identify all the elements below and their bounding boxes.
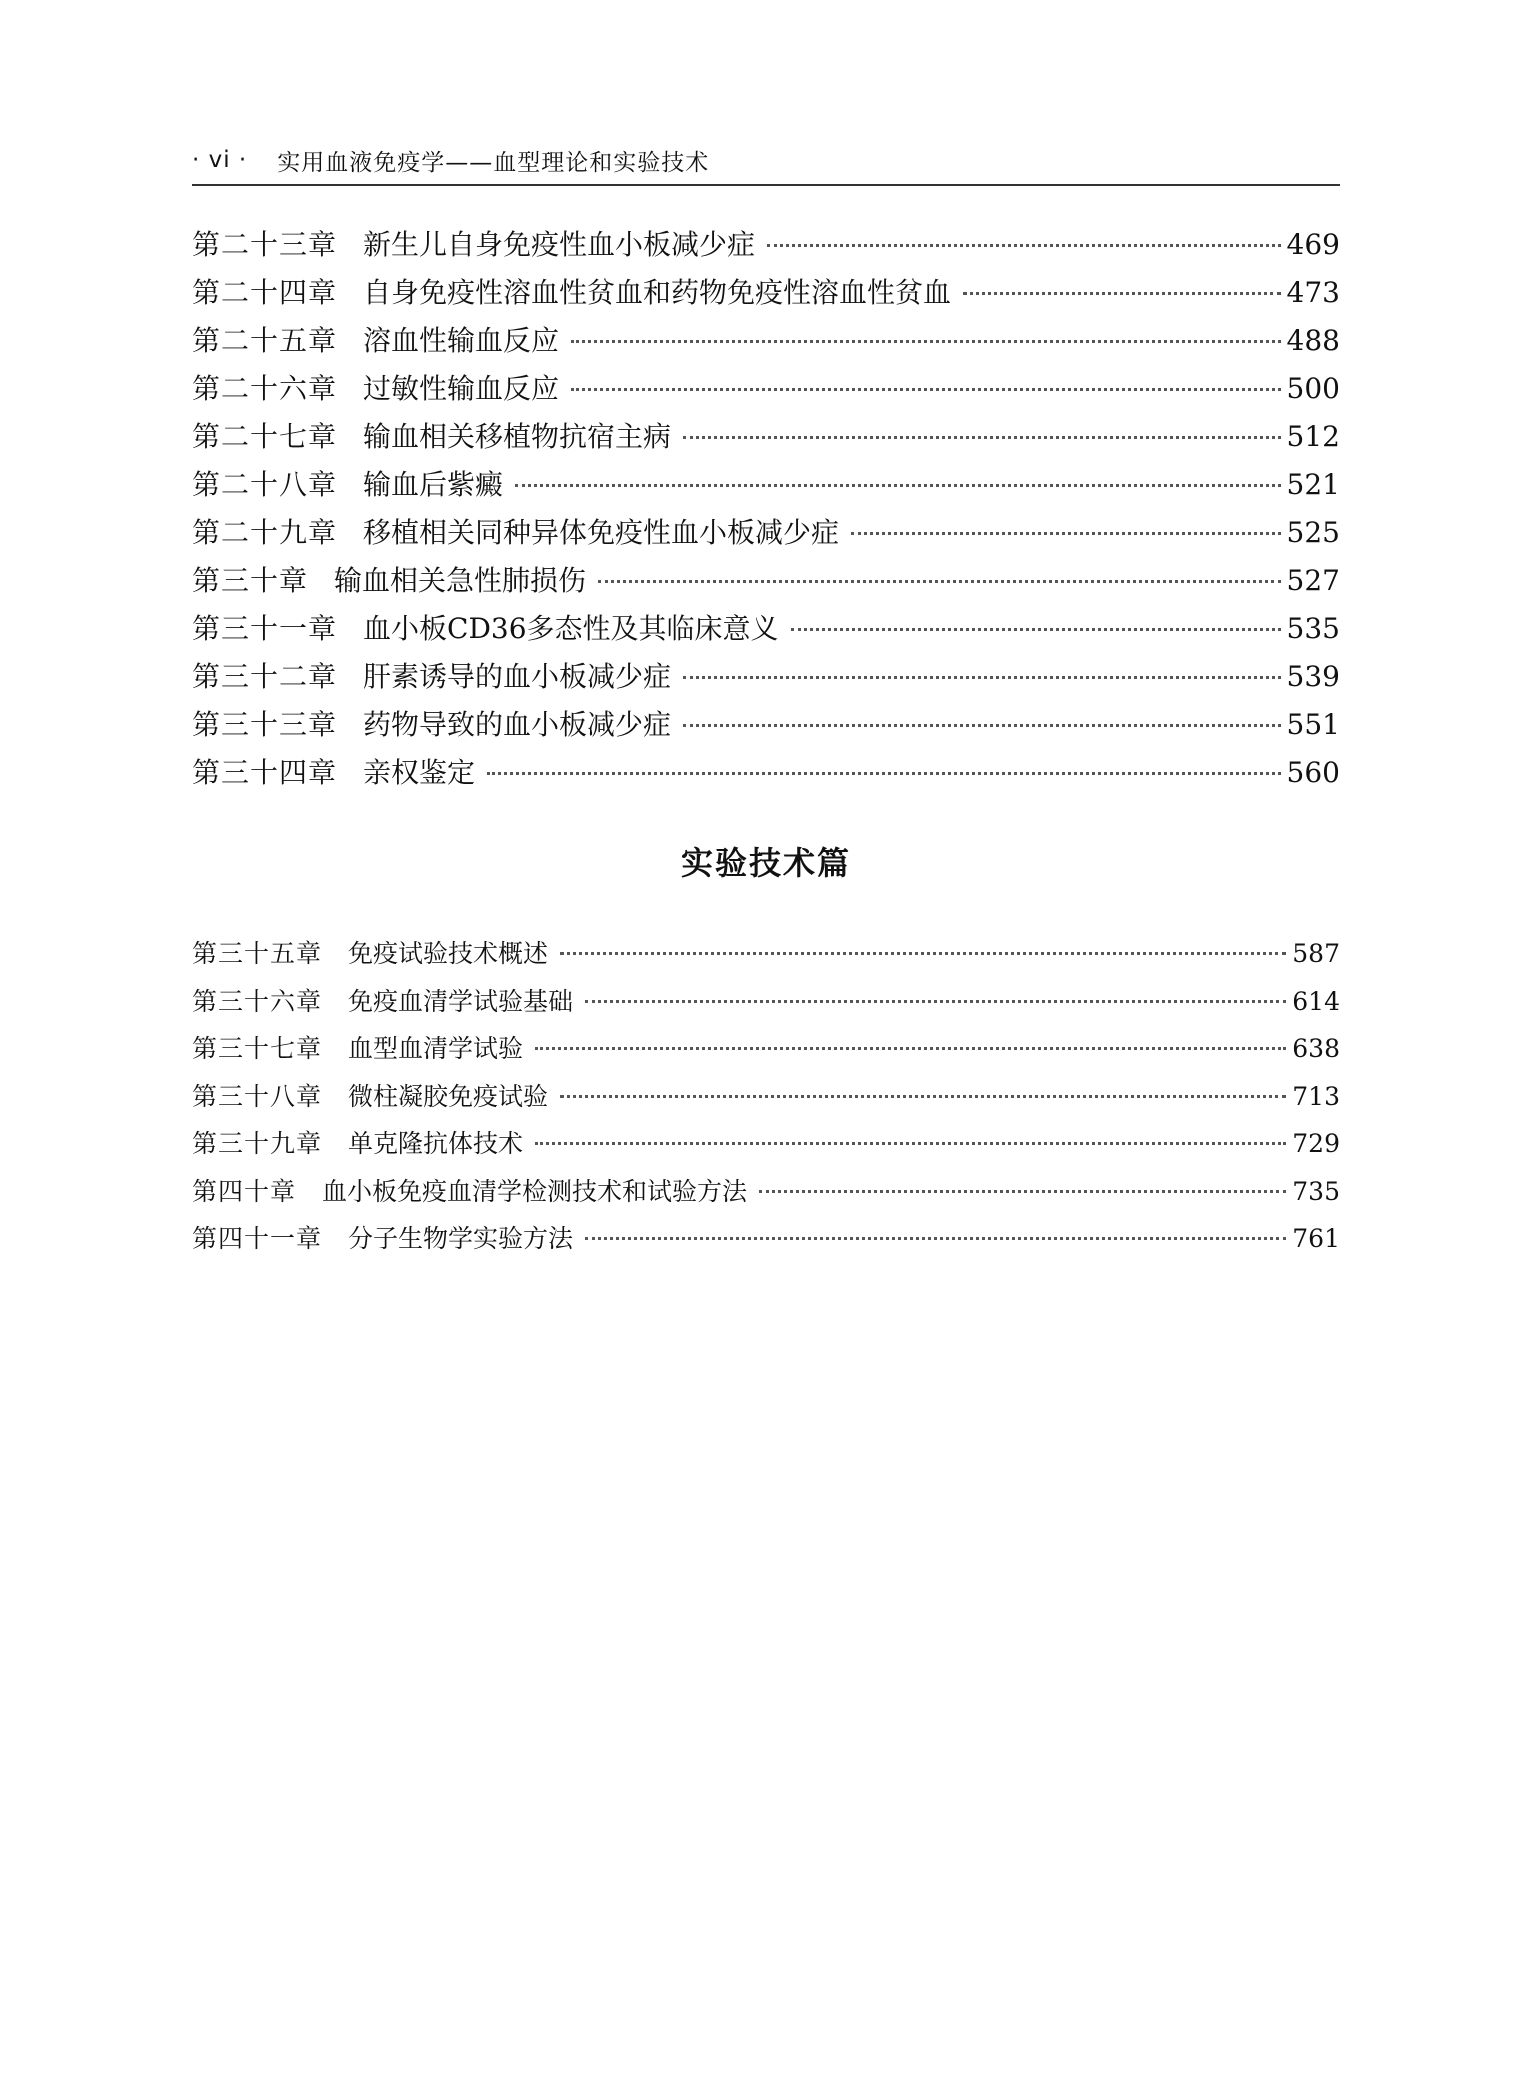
toc-dot-leader [585, 1237, 1286, 1240]
toc-dot-leader [585, 1000, 1286, 1003]
toc-chapter-title: 分子生物学实验方法 [348, 1224, 574, 1253]
toc-chapter-number: 第三十二章 [192, 660, 338, 693]
toc-entry [192, 223, 1340, 271]
toc-dot-leader [515, 484, 1281, 487]
toc-list-lab-techniques [192, 934, 1340, 1267]
toc-page-number: 761 [1292, 1224, 1340, 1253]
toc-page-number: 469 [1286, 228, 1340, 261]
toc-page-number: 638 [1292, 1034, 1340, 1063]
toc-chapter-number: 第二十四章 [192, 276, 338, 309]
toc-page-number: 525 [1286, 516, 1340, 549]
toc-page-number: 735 [1292, 1176, 1340, 1206]
toc-chapter-title: 药物导致的血小板减少症 [363, 708, 672, 741]
toc-dot-leader [963, 292, 1281, 295]
toc-dot-leader [598, 580, 1281, 583]
toc-chapter-title: 移植相关同种异体免疫性血小板减少症 [363, 516, 840, 549]
toc-entry [192, 655, 1340, 703]
toc-page-number: 560 [1286, 756, 1340, 789]
toc-chapter-title: 输血后紫癜 [363, 468, 504, 501]
page-header [192, 136, 1340, 186]
toc-chapter-title: 免疫试验技术概述 [348, 939, 549, 968]
toc-chapter-number: 第三十一章 [192, 612, 338, 645]
toc-chapter-title: 新生儿自身免疫性血小板减少症 [363, 228, 756, 261]
toc-chapter-number: 第二十六章 [192, 372, 338, 405]
toc-chapter-number: 第二十七章 [192, 420, 338, 453]
toc-page-number: 473 [1286, 276, 1340, 309]
header-page-number: · vi · [192, 147, 248, 173]
toc-entry [192, 271, 1340, 319]
toc-page-number: 488 [1286, 324, 1340, 357]
toc-entry [192, 1124, 1340, 1172]
toc-page-number: 614 [1292, 986, 1340, 1016]
toc-dot-leader [759, 1190, 1286, 1193]
toc-chapter-title: 微柱凝胶免疫试验 [348, 1081, 549, 1111]
toc-entry [192, 559, 1340, 607]
toc-page-number: 587 [1292, 939, 1340, 968]
toc-chapter-title: 输血相关急性肺损伤 [334, 564, 587, 597]
toc-entry [192, 415, 1340, 463]
toc-entry [192, 1077, 1340, 1125]
toc-dot-leader [683, 676, 1281, 679]
toc-dot-leader [487, 772, 1281, 775]
toc-page-number: 527 [1286, 564, 1340, 597]
toc-chapter-number: 第三十七章 [192, 1034, 323, 1063]
toc-page-number: 521 [1286, 468, 1340, 501]
toc-entry [192, 1029, 1340, 1077]
section-heading: 实验技术篇 [680, 844, 851, 882]
toc-chapter-number: 第四十一章 [192, 1224, 323, 1253]
toc-page-number: 535 [1286, 612, 1340, 645]
toc-dot-leader [767, 244, 1281, 247]
toc-entry [192, 934, 1340, 982]
toc-chapter-title: 肝素诱导的血小板减少症 [363, 660, 672, 693]
toc-chapter-number: 第三十八章 [192, 1081, 323, 1111]
toc-entry [192, 751, 1340, 799]
toc-entry [192, 367, 1340, 415]
toc-page-number: 500 [1286, 372, 1340, 405]
toc-chapter-title: 亲权鉴定 [363, 756, 476, 789]
toc-dot-leader [535, 1142, 1286, 1145]
toc-entry [192, 607, 1340, 655]
toc-chapter-title: 溶血性输血反应 [363, 324, 560, 357]
toc-entry [192, 982, 1340, 1030]
header-book-title: 实用血液免疫学——血型理论和实验技术 [277, 149, 710, 176]
toc-chapter-number: 第三十五章 [192, 939, 323, 968]
toc-chapter-number: 第二十三章 [192, 228, 338, 261]
toc-chapter-title: 输血相关移植物抗宿主病 [363, 420, 672, 453]
toc-dot-leader [851, 532, 1281, 535]
toc-entry [192, 703, 1340, 751]
toc-page-number: 512 [1286, 420, 1340, 453]
toc-chapter-title: 过敏性输血反应 [363, 372, 560, 405]
toc-entry [192, 1219, 1340, 1267]
toc-chapter-title: 自身免疫性溶血性贫血和药物免疫性溶血性贫血 [363, 276, 952, 309]
toc-chapter-number: 第二十八章 [192, 468, 338, 501]
toc-chapter-title: 血型血清学试验 [348, 1034, 524, 1063]
toc-page-number: 729 [1292, 1129, 1340, 1158]
toc-chapter-number: 第三十四章 [192, 756, 338, 789]
toc-dot-leader [560, 1095, 1286, 1098]
toc-chapter-number: 第三十三章 [192, 708, 338, 741]
toc-page-number: 539 [1286, 660, 1340, 693]
toc-chapter-title: 血小板免疫血清学检测技术和试验方法 [322, 1176, 748, 1206]
toc-dot-leader [683, 724, 1281, 727]
toc-dot-leader [791, 628, 1281, 631]
toc-chapter-title: 免疫血清学试验基础 [348, 986, 574, 1016]
toc-page-number: 713 [1292, 1081, 1340, 1111]
toc-chapter-number: 第四十章 [192, 1176, 297, 1206]
toc-chapter-title: 单克隆抗体技术 [348, 1129, 524, 1158]
toc-chapter-title: 血小板CD36多态性及其临床意义 [363, 612, 779, 645]
toc-chapter-number: 第二十九章 [192, 516, 338, 549]
toc-dot-leader [683, 436, 1281, 439]
toc-page-number: 551 [1286, 708, 1340, 741]
toc-dot-leader [535, 1047, 1286, 1050]
toc-chapter-number: 第二十五章 [192, 324, 338, 357]
toc-entry [192, 463, 1340, 511]
toc-entry [192, 511, 1340, 559]
toc-chapter-number: 第三十九章 [192, 1129, 323, 1158]
toc-entry [192, 1172, 1340, 1220]
toc-dot-leader [571, 340, 1281, 343]
toc-dot-leader [560, 952, 1286, 955]
toc-dot-leader [571, 388, 1281, 391]
toc-chapter-number: 第三十章 [192, 564, 309, 597]
toc-list-clinical [192, 223, 1340, 799]
toc-chapter-number: 第三十六章 [192, 986, 323, 1016]
toc-entry [192, 319, 1340, 367]
